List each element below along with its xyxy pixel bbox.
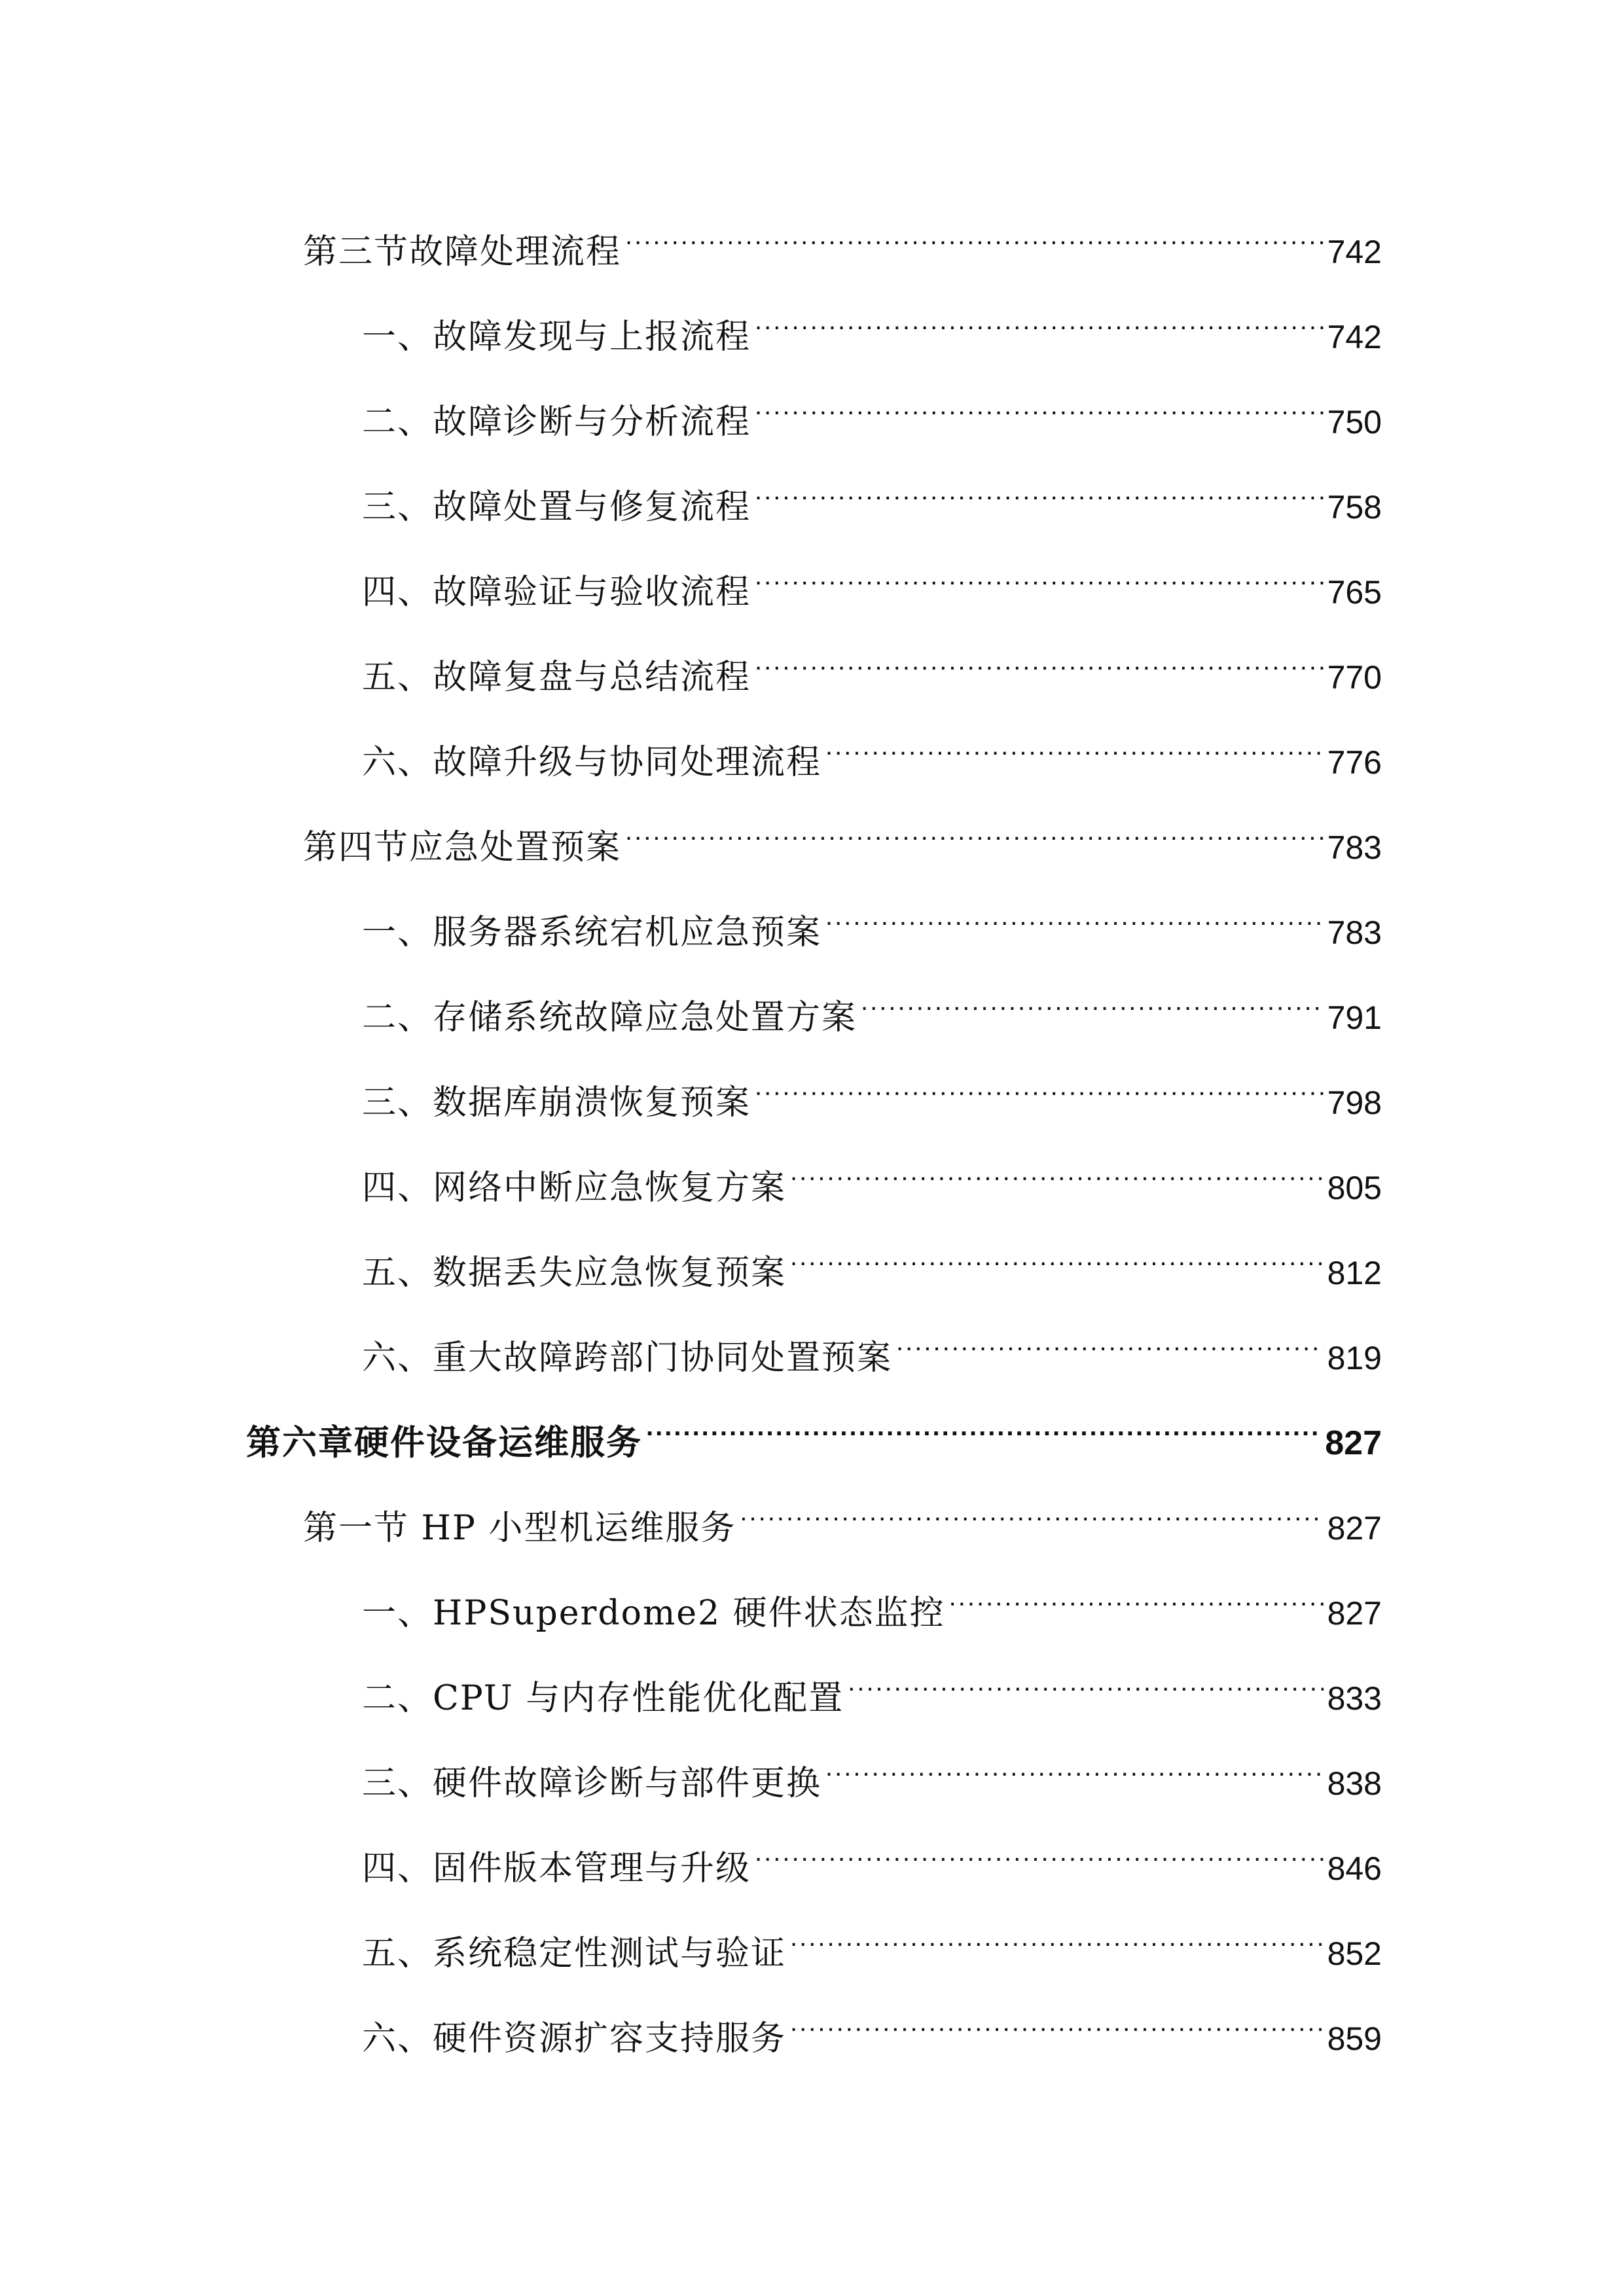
toc-entry-page: 770 xyxy=(1327,659,1382,696)
toc-entry-page: 827 xyxy=(1325,1424,1382,1462)
toc-entry-page: 846 xyxy=(1327,1850,1382,1887)
toc-dot-leader xyxy=(625,806,1324,859)
toc-entry[interactable] xyxy=(362,1827,1382,1888)
toc-entry-title: 二、CPU 与内存性能优化配置 xyxy=(362,1679,844,1718)
toc-entry[interactable] xyxy=(362,1232,1382,1293)
toc-entry[interactable] xyxy=(362,381,1382,442)
toc-dot-leader xyxy=(861,977,1324,1029)
toc-entry[interactable] xyxy=(362,296,1382,357)
toc-entry-title: 二、故障诊断与分析流程 xyxy=(362,403,751,442)
toc-dot-leader xyxy=(790,1998,1324,2050)
toc-entry[interactable] xyxy=(303,806,1382,867)
toc-entry-page: 859 xyxy=(1327,2020,1382,2057)
toc-entry-title: 六、故障升级与协同处理流程 xyxy=(362,743,822,782)
toc-entry-title: 六、硬件资源扩容支持服务 xyxy=(362,2019,787,2058)
toc-entry-title: 一、服务器系统宕机应急预案 xyxy=(362,913,822,952)
toc-entry[interactable] xyxy=(362,1998,1382,2058)
toc-entry-page: 776 xyxy=(1327,744,1382,781)
toc-entry-title: 五、故障复盘与总结流程 xyxy=(362,658,751,697)
toc-entry-page: 838 xyxy=(1327,1765,1382,1802)
toc-entry-title: 三、数据库崩溃恢复预案 xyxy=(362,1083,751,1122)
toc-entry-page: 798 xyxy=(1327,1085,1382,1121)
toc-entry-page: 819 xyxy=(1327,1340,1382,1376)
toc-entry[interactable] xyxy=(362,891,1382,952)
toc-entry[interactable] xyxy=(362,1062,1382,1122)
toc-dot-leader xyxy=(755,551,1324,603)
toc-dot-leader xyxy=(755,296,1324,348)
toc-entry-page: 827 xyxy=(1327,1595,1382,1632)
toc-entry-page: 758 xyxy=(1327,489,1382,526)
toc-entry[interactable] xyxy=(362,977,1382,1037)
toc-entry-page: 827 xyxy=(1327,1510,1382,1547)
toc-entry[interactable] xyxy=(362,466,1382,527)
toc-entry-title: 四、故障验证与验收流程 xyxy=(362,573,751,612)
toc-entry[interactable] xyxy=(362,636,1382,697)
toc-entry-title: 四、固件版本管理与升级 xyxy=(362,1849,751,1888)
toc-dot-leader xyxy=(825,891,1324,944)
toc-entry-page: 812 xyxy=(1327,1255,1382,1291)
toc-entry[interactable] xyxy=(362,1912,1382,1973)
toc-dot-leader xyxy=(848,1657,1323,1710)
toc-entry-title: 一、HPSuperdome2 硬件状态监控 xyxy=(362,1594,945,1633)
toc-entry[interactable] xyxy=(362,1147,1382,1208)
toc-dot-leader xyxy=(949,1572,1324,1624)
toc-entry[interactable] xyxy=(362,1317,1382,1378)
toc-dot-leader xyxy=(740,1487,1323,1539)
toc-entry-title: 五、系统稳定性测试与验证 xyxy=(362,1934,787,1973)
toc-entry-page: 852 xyxy=(1327,1935,1382,1972)
toc-entry-title: 一、故障发现与上报流程 xyxy=(362,317,751,357)
toc-chapter-entry[interactable] xyxy=(246,1402,1382,1463)
toc-entry[interactable] xyxy=(303,1487,1382,1548)
toc-entry-page: 791 xyxy=(1327,999,1382,1036)
toc-entry[interactable] xyxy=(362,721,1382,782)
toc-dot-leader xyxy=(755,1062,1324,1114)
toc-entry-page: 750 xyxy=(1327,404,1382,440)
toc-entry-title: 二、存储系统故障应急处置方案 xyxy=(362,998,857,1037)
toc-entry[interactable] xyxy=(362,1742,1382,1803)
toc-dot-leader xyxy=(790,1912,1324,1965)
toc-dot-leader xyxy=(790,1147,1324,1199)
toc-dot-leader xyxy=(755,381,1324,433)
toc-entry-page: 783 xyxy=(1327,829,1382,866)
toc-entry-title: 三、硬件故障诊断与部件更换 xyxy=(362,1764,822,1803)
toc-dot-leader xyxy=(825,721,1324,774)
toc-dot-leader xyxy=(790,1232,1324,1284)
toc-entry[interactable] xyxy=(362,1657,1382,1718)
toc-dot-leader xyxy=(896,1317,1324,1369)
toc-entry-title: 第一节 HP 小型机运维服务 xyxy=(303,1509,736,1548)
toc-entry[interactable] xyxy=(303,211,1382,272)
toc-dot-leader xyxy=(646,1402,1321,1454)
toc-entry-page: 833 xyxy=(1327,1680,1382,1717)
toc-dot-leader xyxy=(755,1827,1324,1880)
toc-entry-title: 四、网络中断应急恢复方案 xyxy=(362,1168,787,1208)
toc-dot-leader xyxy=(825,1742,1324,1795)
toc-entry-title: 六、重大故障跨部门协同处置预案 xyxy=(362,1338,893,1378)
toc-dot-leader xyxy=(625,211,1324,263)
toc-entry-page: 742 xyxy=(1327,234,1382,270)
toc-entry[interactable] xyxy=(362,551,1382,612)
toc-entry-title: 第六章硬件设备运维服务 xyxy=(246,1423,642,1463)
toc-entry[interactable] xyxy=(362,1572,1382,1633)
toc-dot-leader xyxy=(755,466,1324,518)
toc-dot-leader xyxy=(755,636,1324,689)
toc-entry-page: 783 xyxy=(1327,914,1382,951)
toc-entry-title: 三、故障处置与修复流程 xyxy=(362,488,751,527)
toc-entry-page: 765 xyxy=(1327,574,1382,611)
toc-entry-page: 742 xyxy=(1327,319,1382,355)
toc-entry-title: 第四节应急处置预案 xyxy=(303,828,622,867)
toc-entry-page: 805 xyxy=(1327,1170,1382,1206)
toc-entry-title: 第三节故障处理流程 xyxy=(303,232,622,272)
toc-entry-title: 五、数据丢失应急恢复预案 xyxy=(362,1253,787,1293)
